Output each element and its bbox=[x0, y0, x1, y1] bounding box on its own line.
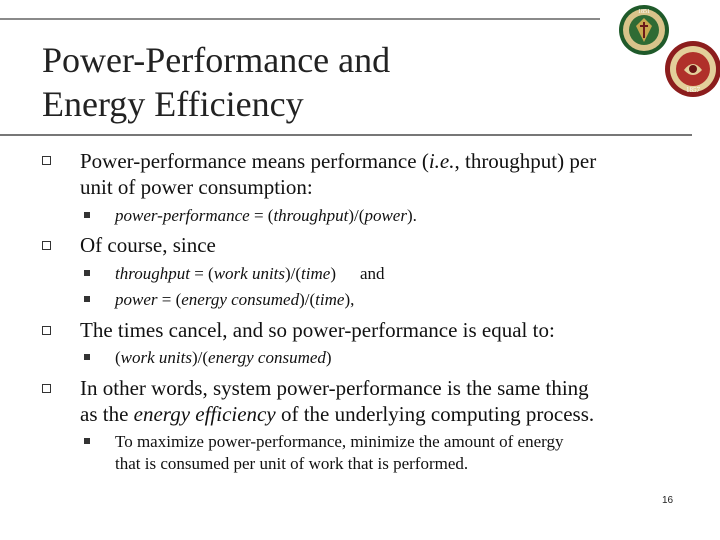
sub-bullet-4-line1: To maximize power-performance, minimize the amount of energy bbox=[115, 432, 564, 451]
seal-text-top: 1851 bbox=[638, 9, 650, 15]
bullet-4-text bbox=[80, 375, 700, 427]
sub-bullet-1-1 bbox=[115, 205, 417, 227]
bullet-1-text bbox=[80, 148, 700, 200]
formula-and: and bbox=[360, 264, 385, 283]
sub-bullet-icon bbox=[84, 212, 90, 218]
sub-bullet-2-2 bbox=[115, 289, 354, 311]
bullet-2-text: Of course, since bbox=[80, 233, 216, 257]
formula-term: power-performance bbox=[115, 206, 250, 225]
bullet-square-icon bbox=[42, 384, 51, 393]
formula-op: = ( bbox=[189, 264, 214, 283]
formula-op: ). bbox=[406, 206, 417, 225]
sub-bullet-icon bbox=[84, 438, 90, 444]
sub-bullet-icon bbox=[84, 354, 90, 360]
formula-term: work units bbox=[120, 348, 192, 367]
formula-term: time bbox=[301, 264, 331, 283]
bullet-square-icon bbox=[42, 326, 51, 335]
bullet-1-line2: unit of power consumption: bbox=[80, 175, 313, 199]
formula-term: energy consumed bbox=[181, 290, 300, 309]
sub-bullet-icon bbox=[84, 270, 90, 276]
formula-op: = ( bbox=[157, 290, 182, 309]
formula-term: power bbox=[364, 206, 407, 225]
title-line-2: Energy Efficiency bbox=[42, 84, 304, 124]
formula-op: ( bbox=[115, 348, 121, 367]
sub-bullet-3-1 bbox=[115, 347, 332, 369]
formula-op: ), bbox=[344, 290, 355, 309]
bullet-4-italic: energy efficiency bbox=[133, 402, 276, 426]
bullet-1-italic: i.e. bbox=[428, 149, 455, 173]
bullet-3-text: The times cancel, and so power-performance is equal to: bbox=[80, 318, 555, 342]
page-number: 16 bbox=[662, 495, 674, 506]
formula-term: power bbox=[115, 290, 158, 309]
bullet-1-part: , throughput) per bbox=[454, 149, 597, 173]
sub-bullet-2-1 bbox=[115, 263, 385, 285]
formula-op: = ( bbox=[249, 206, 274, 225]
bullet-1-part: Power-performance means performance ( bbox=[80, 149, 429, 173]
formula-term: throughput bbox=[115, 264, 190, 283]
formula-op: )/( bbox=[191, 348, 209, 367]
sub-bullet-4-line2: that is consumed per unit of work that is performed. bbox=[115, 454, 469, 473]
formula-op: )/( bbox=[299, 290, 316, 309]
seal-text-bottom: 1857 bbox=[686, 86, 700, 94]
formula-term: energy consumed bbox=[208, 348, 326, 367]
formula-term: work units bbox=[213, 264, 285, 283]
formula-op: ) bbox=[325, 348, 332, 367]
formula-op: )/( bbox=[285, 264, 302, 283]
title-line-1: Power-Performance and bbox=[42, 40, 391, 80]
formula-term: throughput bbox=[273, 206, 349, 225]
bullet-4-part: as the bbox=[80, 402, 134, 426]
bullet-square-icon bbox=[42, 156, 51, 165]
sub-bullet-4-1 bbox=[115, 431, 675, 475]
sub-bullet-icon bbox=[84, 296, 90, 302]
formula-op: )/( bbox=[348, 206, 365, 225]
formula-term: time bbox=[315, 290, 345, 309]
bullet-square-icon bbox=[42, 241, 51, 250]
bullet-4-part: of the underlying computing process. bbox=[275, 402, 595, 426]
formula-op: ) bbox=[330, 264, 336, 283]
bullet-4-line1: In other words, system power-performance is the same thing bbox=[80, 376, 589, 400]
